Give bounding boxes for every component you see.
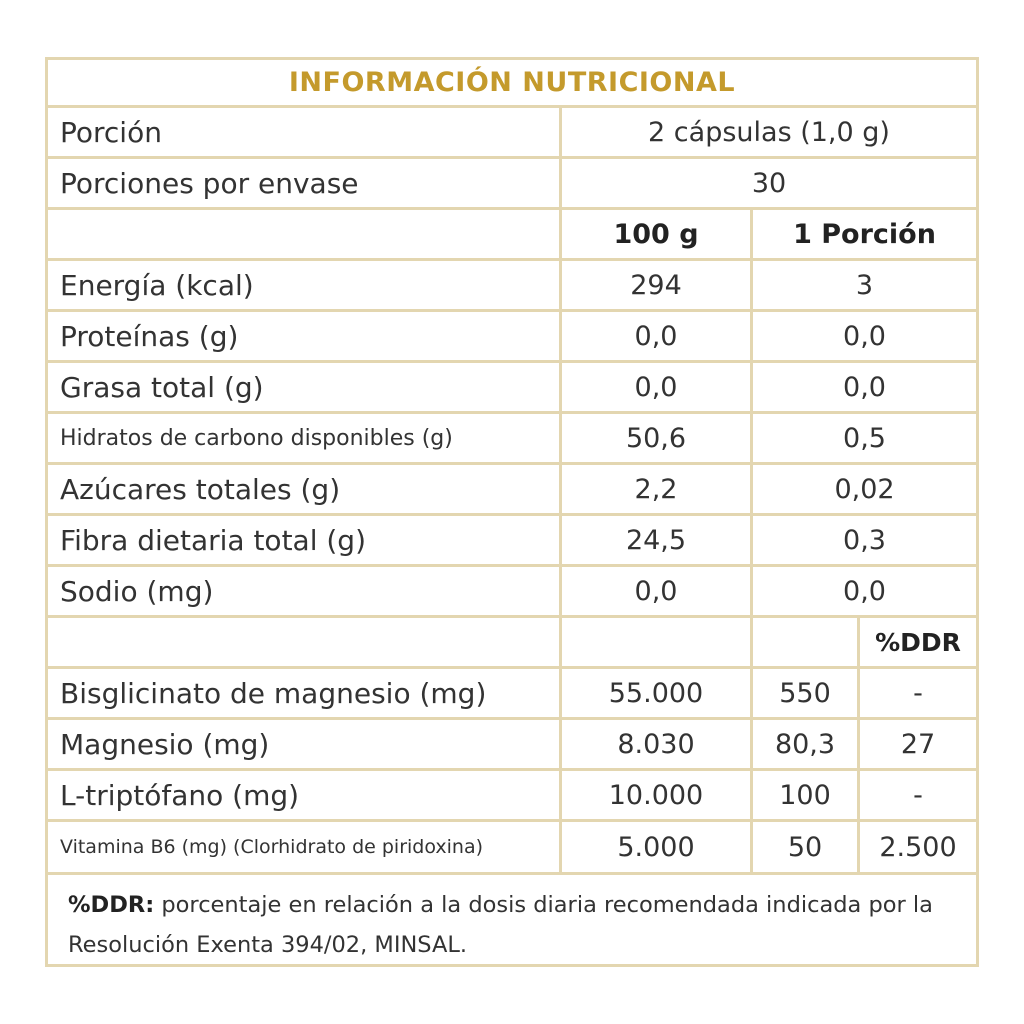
empty-header-cell — [48, 618, 559, 666]
nutrient-label: Azúcares totales (g) — [60, 472, 341, 506]
mineral-ddr: - — [913, 779, 923, 811]
nutrition-facts-table — [45, 57, 979, 967]
table-title: INFORMACIÓN NUTRICIONAL — [288, 67, 736, 98]
mineral-label: Vitamina B6 (mg) (Clorhidrato de piridoxina) — [60, 836, 484, 858]
nutrient-per-portion: 0,02 — [834, 473, 895, 505]
mineral-per-100g: 55.000 — [608, 677, 704, 709]
footnote-term: %DDR: — [68, 892, 155, 918]
servings-label: Porciones por envase — [60, 166, 359, 200]
nutrient-label: Sodio (mg) — [60, 574, 214, 608]
mineral-per-100g: 5.000 — [617, 831, 695, 863]
header-per-portion: 1 Porción — [793, 218, 936, 250]
nutrient-per-portion: 3 — [855, 269, 874, 301]
footnote-text: porcentaje en relación a la dosis diaria recomendada indicada por la Resolución Exenta 394/02, MINSAL. — [68, 892, 933, 958]
table-row — [48, 363, 976, 414]
nutrient-per-100g: 0,0 — [634, 320, 678, 352]
column-divider — [750, 618, 753, 666]
nutrient-label: Fibra dietaria total (g) — [60, 523, 367, 557]
column-header-row — [48, 210, 976, 261]
servings-row — [48, 159, 976, 210]
ddr-footnote — [48, 875, 976, 964]
mineral-ddr: 27 — [900, 728, 936, 760]
empty-header-cell — [48, 210, 559, 258]
mineral-label: Bisglicinato de magnesio (mg) — [60, 676, 487, 710]
nutrient-label: Proteínas (g) — [60, 319, 239, 353]
nutrient-per-100g: 0,0 — [634, 575, 678, 607]
nutrient-label: Hidratos de carbono disponibles (g) — [60, 425, 453, 451]
nutrient-per-portion: 0,5 — [843, 422, 886, 454]
table-row — [48, 261, 976, 312]
nutrient-label: Grasa total (g) — [60, 370, 264, 404]
portion-row — [48, 108, 976, 159]
mineral-per-portion: 80,3 — [774, 728, 836, 760]
nutrient-per-portion: 0,0 — [843, 371, 886, 403]
nutrient-per-portion: 0,0 — [843, 575, 886, 607]
table-row — [48, 414, 976, 465]
mineral-per-portion: 100 — [779, 779, 831, 811]
nutrient-per-100g: 24,5 — [625, 524, 687, 556]
nutrient-per-100g: 294 — [630, 269, 682, 301]
portion-value: 2 cápsulas (1,0 g) — [648, 116, 890, 148]
table-row — [48, 312, 976, 363]
portion-label: Porción — [60, 115, 162, 149]
mineral-ddr: 2.500 — [879, 831, 957, 863]
mineral-per-portion: 50 — [787, 831, 823, 863]
table-row — [48, 720, 976, 771]
mineral-per-portion: 550 — [779, 677, 831, 709]
mineral-label: Magnesio (mg) — [60, 727, 270, 761]
column-divider — [559, 618, 562, 666]
table-row — [48, 567, 976, 618]
nutrient-per-100g: 0,0 — [634, 371, 678, 403]
nutrient-per-100g: 2,2 — [634, 473, 678, 505]
table-row — [48, 822, 976, 875]
header-per-100g: 100 g — [613, 218, 699, 250]
table-row — [48, 771, 976, 822]
table-row — [48, 516, 976, 567]
nutrient-per-portion: 0,3 — [843, 524, 886, 556]
ddr-header-row — [48, 618, 976, 669]
table-row — [48, 669, 976, 720]
mineral-per-100g: 8.030 — [617, 728, 695, 760]
mineral-label: L-triptófano (mg) — [60, 778, 300, 812]
nutrient-per-100g: 50,6 — [625, 422, 687, 454]
table-title-row — [48, 60, 976, 108]
header-ddr: %DDR — [875, 627, 961, 657]
mineral-ddr: - — [913, 677, 923, 709]
nutrient-per-portion: 0,0 — [843, 320, 886, 352]
mineral-per-100g: 10.000 — [608, 779, 704, 811]
nutrient-label: Energía (kcal) — [60, 268, 254, 302]
table-row — [48, 465, 976, 516]
servings-value: 30 — [751, 167, 787, 199]
